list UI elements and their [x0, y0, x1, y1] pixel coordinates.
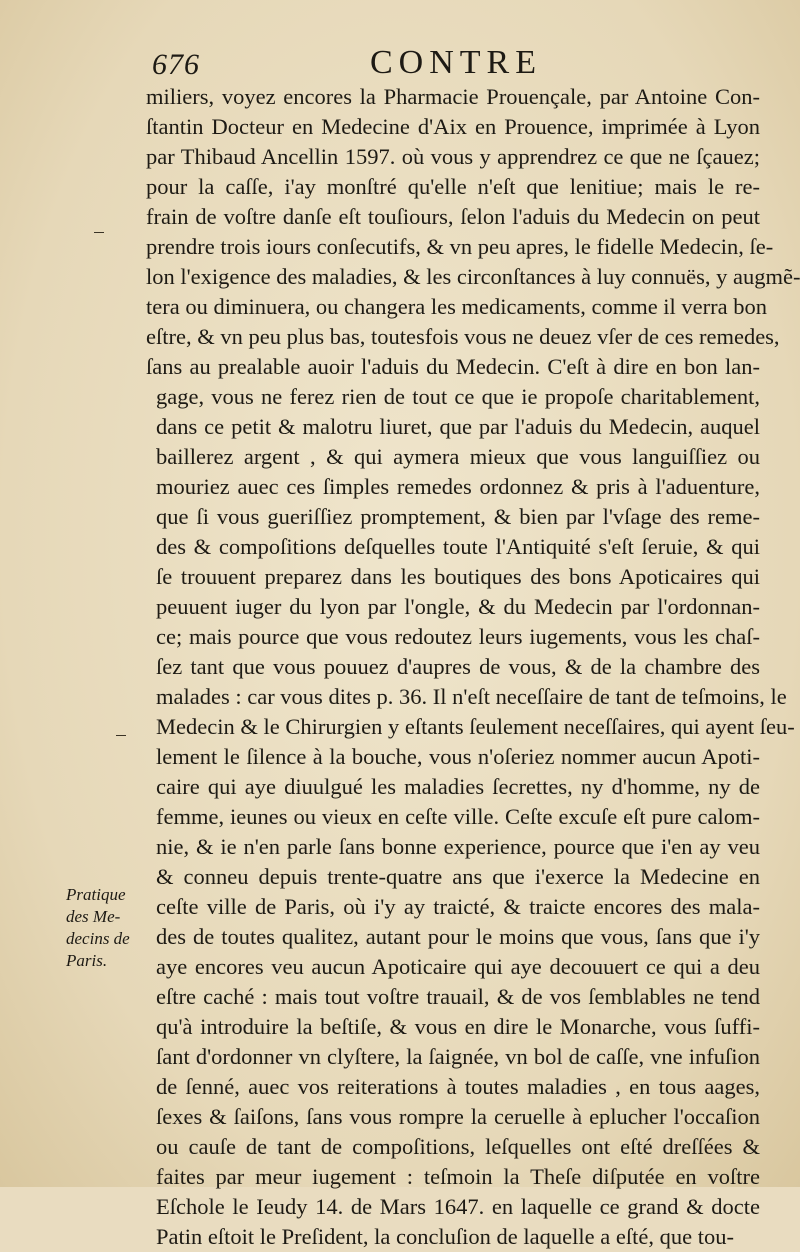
body-text	[146, 82, 800, 1252]
text-line: ce; mais pource que vous redoutez leurs iugements, vous les chaſ-	[156, 624, 760, 649]
text-line: qu'à introduire la beſtiſe, & vous en dire le Monarche, vous ſuffi-	[156, 1014, 760, 1039]
text-line: ſez tant que vous pouuez d'aupres de vous, & de la chambre des	[156, 654, 760, 679]
text-line: nie, & ie n'en parle ſans bonne experience, pource que i'en ay veu	[156, 834, 760, 859]
text-line: gage, vous ne ferez rien de tout ce que ie propoſe charitablement,	[156, 384, 760, 409]
text-line: & conneu depuis trente-quatre ans que i'exerce la Medecine en	[156, 864, 760, 889]
text-line: ſant d'ordonner vn clyſtere, la ſaignée, vn bol de caſſe, vne infuſion	[156, 1044, 760, 1069]
margin-note-line: des Me-	[66, 907, 121, 926]
page-number: 676	[152, 48, 200, 81]
text-line: ceſte ville de Paris, où i'y ay traicté, & traicte encores des mala-	[156, 894, 760, 919]
text-line: ſans au prealable auoir l'aduis du Medecin. C'eſt à dire en bon lan-	[146, 354, 760, 379]
text-line: malades : car vous dites p. 36. Il n'eſt neceſſaire de tant de teſmoins, le	[156, 684, 787, 709]
text-line: pour la caſſe, i'ay monſtré qu'elle n'eſt que lenitiue; mais le re-	[146, 174, 760, 199]
margin-note-line: Pratique	[66, 885, 126, 904]
text-line: prendre trois iours conſecutifs, & vn peu apres, le fidelle Medecin, ſe-	[146, 234, 774, 259]
text-line: peuuent iuger du lyon par l'ongle, & du Medecin par l'ordonnan-	[156, 594, 760, 619]
text-line: eſtre, & vn peu plus bas, toutesfois vous ne deuez vſer de ces remedes,	[146, 324, 780, 349]
text-line: aye encores veu aucun Apoticaire qui aye decouuert ce qui a deu	[156, 954, 760, 979]
text-line: ſexes & ſaiſons, ſans vous rompre la ceruelle à eplucher l'occaſion	[156, 1104, 760, 1129]
text-line: eſtre caché : mais tout voſtre trauail, & de vos ſemblables ne tend	[156, 984, 760, 1009]
margin-note-line: decins de	[66, 929, 130, 948]
text-line: lement le ſilence à la bouche, vous n'oſeriez nommer aucun Apoti-	[156, 744, 760, 769]
margin-dash-mark	[116, 735, 126, 736]
text-line: femme, ieunes ou vieux en ceſte ville. Ceſte excuſe eſt pure calom-	[156, 804, 760, 829]
text-line: des & compoſitions deſquelles toute l'Antiquité s'eſt ſeruie, & qui	[156, 534, 760, 559]
margin-note-line: Paris.	[66, 951, 108, 970]
text-line: mouriez auec ces ſimples remedes ordonnez & pris à l'aduenture,	[156, 474, 760, 499]
text-line: Eſchole le Ieudy 14. de Mars 1647. en laquelle ce grand & docte	[156, 1194, 760, 1219]
margin-dash-mark	[94, 232, 104, 233]
running-title: CONTRE	[370, 44, 542, 81]
text-line: ſe trouuent preparez dans les boutiques des bons Apoticaires qui	[156, 564, 760, 589]
text-line: caire qui aye diuulgué les maladies ſecrettes, ny d'homme, ny de	[156, 774, 760, 799]
text-line: Medecin & le Chirurgien y eſtants ſeulement neceſſaires, qui ayent ſeu-	[156, 714, 795, 739]
margin-note	[66, 884, 146, 972]
text-line: dans ce petit & malotru liuret, que par l'aduis du Medecin, auquel	[156, 414, 760, 439]
text-line: Patin eſtoit le Preſident, la concluſion de laquelle a eſté, que tou-	[156, 1224, 734, 1249]
text-line: par Thibaud Ancellin 1597. où vous y apprendrez ce que ne ſçauez;	[146, 144, 760, 169]
text-line: faites par meur iugement : teſmoin la Theſe diſputée en voſtre	[156, 1164, 760, 1189]
text-line: ſtantin Docteur en Medecine d'Aix en Prouence, imprimée à Lyon	[146, 114, 760, 139]
text-line: que ſi vous gueriſſiez promptement, & bien par l'vſage des reme-	[156, 504, 760, 529]
text-line: lon l'exigence des maladies, & les circonſtances à luy connuës, y augmẽ-	[146, 264, 800, 289]
text-line: de ſenné, auec vos reiterations à toutes maladies , en tous aages,	[156, 1074, 760, 1099]
text-line: des de toutes qualitez, autant pour le moins que vous, ſans que i'y	[156, 924, 760, 949]
text-line: frain de voſtre danſe eſt touſiours, ſelon l'aduis du Medecin on peut	[146, 204, 760, 229]
text-line: tera ou diminuera, ou changera les medicaments, comme il verra bon	[146, 294, 768, 319]
text-line: baillerez argent , & qui aymera mieux que vous languiſſiez ou	[156, 444, 760, 469]
text-line: ou cauſe de tant de compoſitions, leſquelles ont eſté dreſſées &	[156, 1134, 760, 1159]
text-line: miliers, voyez encores la Pharmacie Prouençale, par Antoine Con-	[146, 84, 760, 109]
